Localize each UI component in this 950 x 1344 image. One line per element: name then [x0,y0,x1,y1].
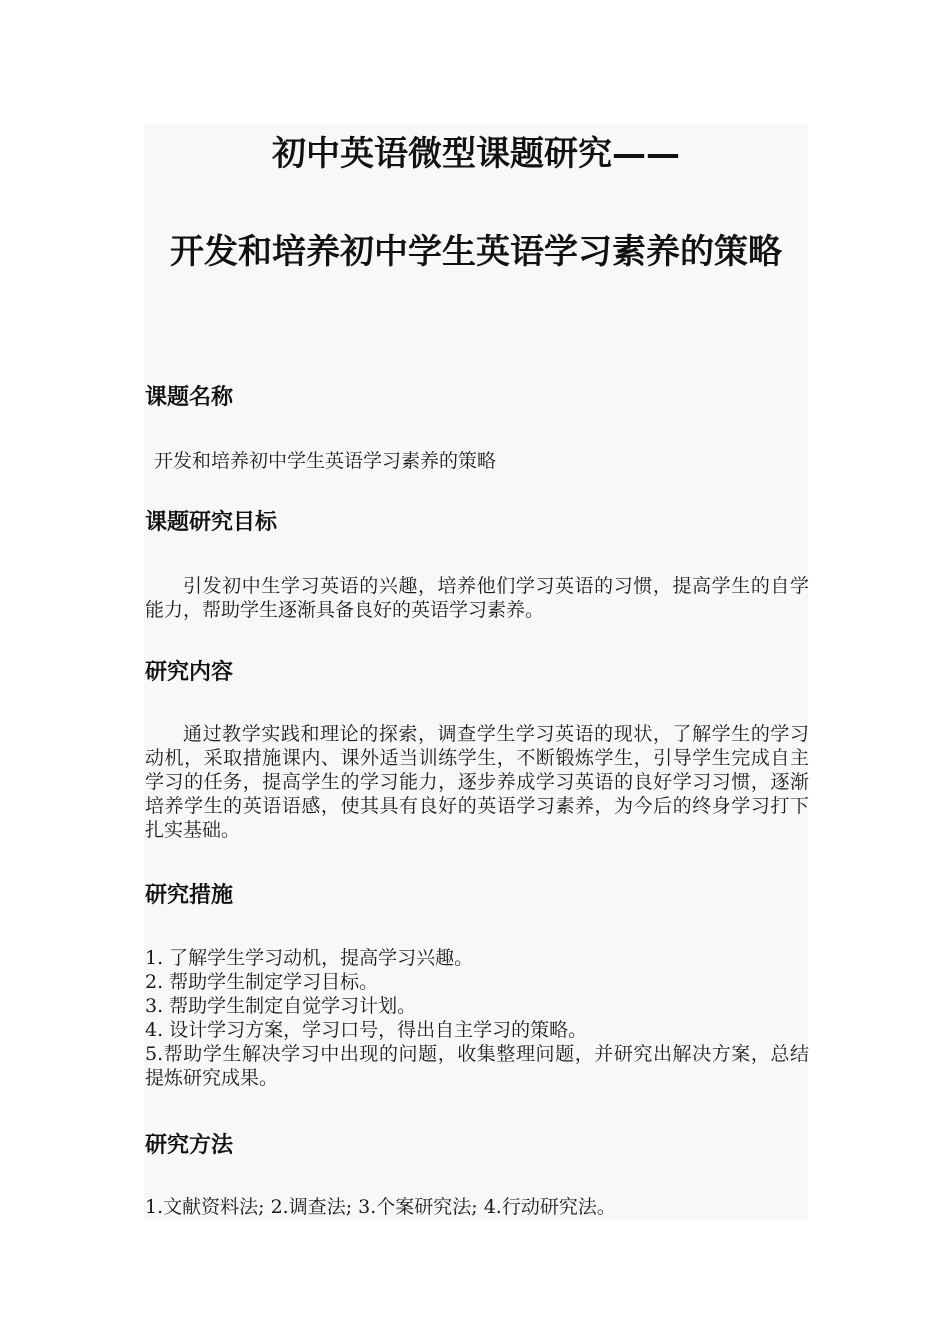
list-item: 2. 帮助学生制定学习目标。 [145,971,379,993]
heading-topic-name: 课题名称 [145,385,234,410]
research-measures-list [145,946,809,1090]
heading-research-goal: 课题研究目标 [145,510,278,535]
document-body [144,124,808,1220]
research-content-text: 通过教学实践和理论的探索，调查学生学习英语的现状，了解学生的学习动机，采取措施课内、课外适当训练学生，不断锻炼学生，引导学生完成自主学习的任务，提高学生的学习能力，逐步养成学习英语的良好学习习惯，逐渐培养学生的英语语感，使其具有良好的英语学习素养，为今后的终身学习打下扎实基础。 [145,723,809,841]
list-item: 4. 设计学习方案，学习口号，得出自主学习的策略。 [145,1019,588,1041]
research-methods-line: 1.文献资料法; 2.调查法; 3.个案研究法; 4.行动研究法。 [145,1196,616,1218]
heading-research-methods: 研究方法 [145,1133,234,1158]
document-title-line-2: 开发和培养初中学生英语学习素养的策略 [170,232,782,272]
document-title-line-1: 初中英语微型课题研究—— [272,134,680,174]
research-goal-text: 引发初中生学习英语的兴趣，培养他们学习英语的习惯，提高学生的自学能力，帮助学生逐渐具备良好的英语学习素养。 [145,575,809,621]
heading-research-content: 研究内容 [145,660,234,685]
research-methods-text [145,1195,809,1219]
list-item: 5.帮助学生解决学习中出现的问题，收集整理问题，并研究出解决方案，总结提炼研究成果。 [145,1043,809,1089]
heading-research-measures: 研究措施 [145,883,234,908]
list-item: 1. 了解学生学习动机，提高学习兴趣。 [145,947,474,969]
topic-name-text: 开发和培养初中学生英语学习素养的策略 [154,450,497,472]
list-item: 3. 帮助学生制定自觉学习计划。 [145,995,417,1017]
